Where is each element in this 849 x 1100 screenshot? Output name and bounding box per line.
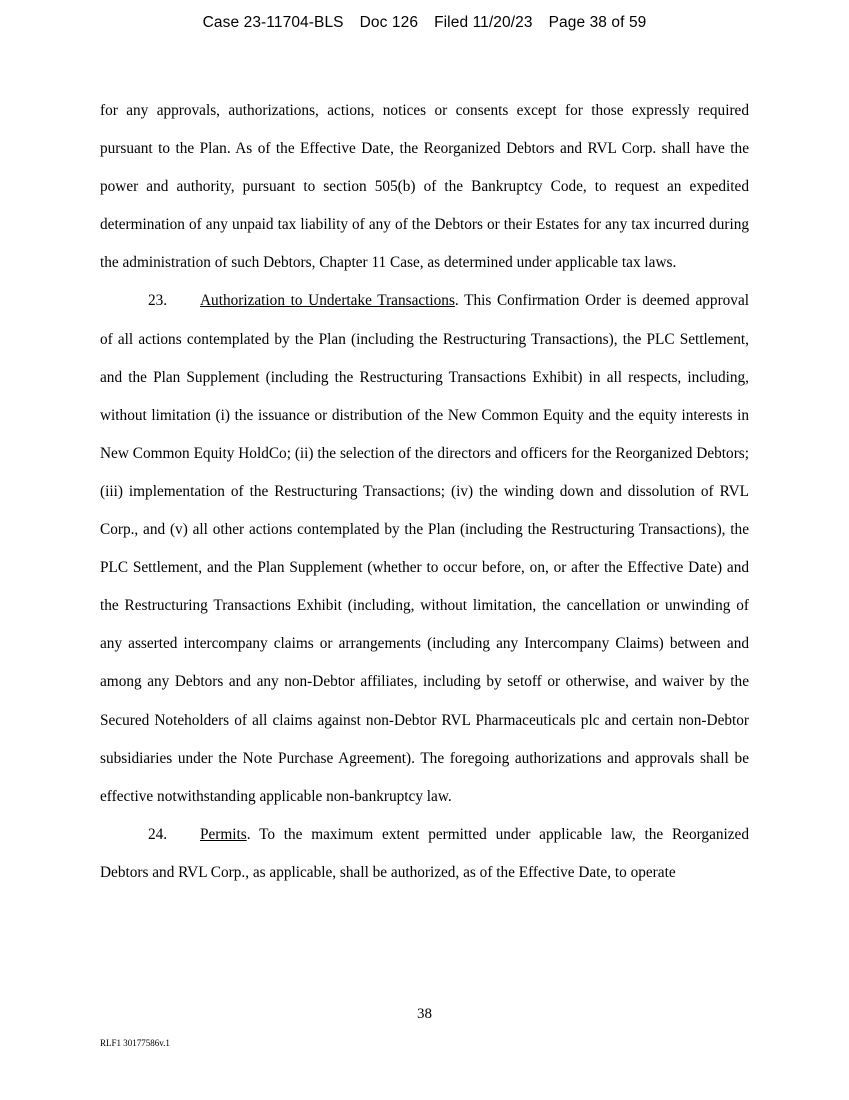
filing-header (0, 14, 849, 32)
paragraph-text: . This Confirmation Order is deemed approval of all actions contemplated by the Plan (including the Restructuring Transactions), the PLC Settlement, and the Plan Supplement (including the Restructuring Transactions Exhibit) in all respects, including, without limitation (i) the issuance or distribution of the New Common Equity and the equity interests in New Common Equity HoldCo; (ii) the selection of the directors and officers for the Reorganized Debtors; (iii) implementation of the Restructuring Transactions; (iv) the winding down and dissolution of RVL Corp., and (v) all other actions contemplated by the Plan (including the Restructuring Transactions), the PLC Settlement, and the Plan Supplement (whether to occur before, on, or after the Effective Date) and the Restructuring Transactions Exhibit (including, without limitation, the cancellation or unwinding of any asserted intercompany claims or arrangements (including any Intercompany Claims) between and among any Debtors and any non-Debtor affiliates, including by setoff or otherwise, and waiver by the Secured Noteholders of all claims against non-Debtor RVL Pharmaceuticals plc and certain non-Debtor subsidiaries under the Note Purchase Agreement). The foregoing authorizations and approvals shall be effective notwithstanding applicable non-bankruptcy law. (100, 292, 749, 805)
paragraph-continued: for any approvals, authorizations, actions, notices or consents except for those expressly required pursuant to the Plan. As of the Effective Date, the Reorganized Debtors and RVL Corp. shall have the power and authority, pursuant to section 505(b) of the Bankruptcy Code, to request an expedited determination of any unpaid tax liability of any of the Debtors or their Estates for any tax incurred during the administration of such Debtors, Chapter 11 Case, as determined under applicable tax laws. (100, 102, 749, 272)
doc-number: Doc 126 (359, 14, 419, 31)
section-heading: Authorization to Undertake Transactions (200, 292, 455, 310)
paragraph-number: 23. (148, 292, 168, 310)
document-body (100, 92, 749, 892)
page-indicator: Page 38 of 59 (548, 14, 647, 31)
filed-date: Filed 11/20/23 (434, 14, 533, 31)
document-id: RLF1 30177586v.1 (100, 1038, 170, 1048)
paragraph-text: . To the maximum extent permitted under applicable law, the Reorganized Debtors and RVL Corp., as applicable, shall be authorized, as of the Effective Date, to operate (100, 825, 749, 881)
paragraph-24 (100, 816, 749, 892)
paragraph-number: 24. (148, 825, 168, 843)
case-number: Case 23-11704-BLS (202, 14, 344, 31)
paragraph-23 (100, 282, 749, 815)
page-number: 38 (417, 1006, 432, 1022)
section-heading: Permits (200, 825, 247, 843)
